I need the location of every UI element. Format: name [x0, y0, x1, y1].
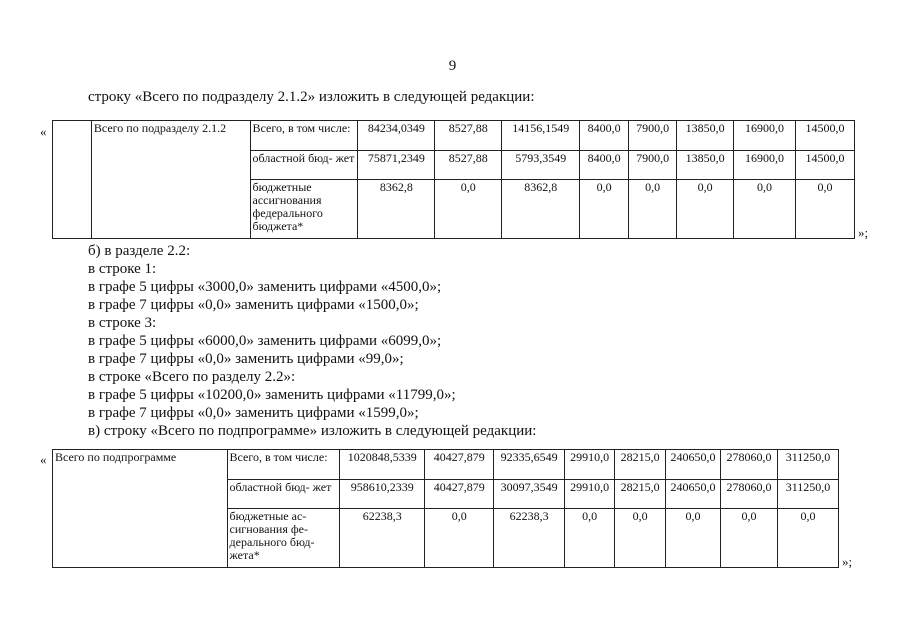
- value-cell: 240650,0: [666, 450, 721, 480]
- close-quote-2: »;: [842, 554, 853, 569]
- value-cell: 16900,0: [734, 151, 796, 180]
- row-label: Всего по подразделу 2.1.2: [91, 121, 250, 239]
- intro-text: строку «Всего по подразделу 2.1.2» изложить в следующей редакции:: [88, 89, 535, 105]
- text-line: в строке 1:: [88, 261, 157, 277]
- row-name: бюджетные ас- сигнования фе- дерального бюд- жета*: [227, 509, 340, 568]
- page-number: 9: [448, 58, 457, 74]
- value-cell: 8362,8: [358, 180, 435, 239]
- value-cell: 14500,0: [795, 121, 854, 151]
- value-cell: 8527,88: [435, 151, 502, 180]
- close-quote-1: »;: [858, 225, 869, 240]
- table-subsection-2-1-2: [52, 120, 855, 239]
- text-line: в строке 3:: [88, 315, 157, 331]
- value-cell: 14156,1549: [502, 121, 580, 151]
- value-cell: 84234,0349: [358, 121, 435, 151]
- value-cell: 0,0: [629, 180, 677, 239]
- text-line: в графе 7 цифры «0,0» заменить цифрами «1599,0»;: [88, 405, 419, 421]
- value-cell: 0,0: [721, 509, 778, 568]
- value-cell: 29910,0: [565, 450, 615, 480]
- value-cell: 0,0: [734, 180, 796, 239]
- value-cell: 40427,879: [425, 480, 494, 509]
- value-cell: 8400,0: [580, 121, 629, 151]
- value-cell: 0,0: [666, 509, 721, 568]
- table-subprogram: [52, 449, 839, 568]
- value-cell: 16900,0: [734, 121, 796, 151]
- value-cell: 30097,3549: [494, 480, 565, 509]
- open-quote-1: «: [40, 124, 47, 139]
- text-line: в графе 5 цифры «3000,0» заменить цифрами «4500,0»;: [88, 279, 442, 295]
- row-name: областной бюд- жет: [227, 480, 340, 509]
- text-line: в) строку «Всего по подпрограмме» изложить в следующей редакции:: [88, 423, 537, 439]
- row-name: Всего, в том числе:: [250, 121, 358, 151]
- value-cell: 311250,0: [777, 450, 838, 480]
- text-line: б) в разделе 2.2:: [88, 243, 191, 259]
- value-cell: 8400,0: [580, 151, 629, 180]
- value-cell: 92335,6549: [494, 450, 565, 480]
- value-cell: 278060,0: [721, 450, 778, 480]
- text-line: в графе 7 цифры «0,0» заменить цифрами «1500,0»;: [88, 297, 419, 313]
- value-cell: 40427,879: [425, 450, 494, 480]
- value-cell: 29910,0: [565, 480, 615, 509]
- value-cell: 5793,3549: [502, 151, 580, 180]
- text-line: в графе 5 цифры «6000,0» заменить цифрами «6099,0»;: [88, 333, 442, 349]
- value-cell: 0,0: [795, 180, 854, 239]
- text-line: в строке «Всего по разделу 2.2»:: [88, 369, 296, 385]
- value-cell: 62238,3: [340, 509, 425, 568]
- value-cell: 75871,2349: [358, 151, 435, 180]
- row-name: Всего, в том числе:: [227, 450, 340, 480]
- value-cell: 0,0: [615, 509, 666, 568]
- value-cell: 311250,0: [777, 480, 838, 509]
- text-line: в графе 5 цифры «10200,0» заменить цифрами «11799,0»;: [88, 387, 456, 403]
- value-cell: 7900,0: [629, 151, 677, 180]
- value-cell: 7900,0: [629, 121, 677, 151]
- value-cell: 240650,0: [666, 480, 721, 509]
- row-name: областной бюд- жет: [250, 151, 358, 180]
- row-label: Всего по подпрограмме: [53, 450, 228, 568]
- value-cell: 8362,8: [502, 180, 580, 239]
- value-cell: 13850,0: [677, 121, 734, 151]
- value-cell: 8527,88: [435, 121, 502, 151]
- value-cell: 278060,0: [721, 480, 778, 509]
- value-cell: 0,0: [435, 180, 502, 239]
- value-cell: 0,0: [580, 180, 629, 239]
- value-cell: 1020848,5339: [340, 450, 425, 480]
- row-name: бюджетные ассигнования федерального бюджета*: [250, 180, 358, 239]
- value-cell: 0,0: [425, 509, 494, 568]
- value-cell: 0,0: [565, 509, 615, 568]
- open-quote-2: «: [40, 452, 47, 467]
- value-cell: 13850,0: [677, 151, 734, 180]
- value-cell: 62238,3: [494, 509, 565, 568]
- text-line: в графе 7 цифры «0,0» заменить цифрами «99,0»;: [88, 351, 404, 367]
- value-cell: 0,0: [777, 509, 838, 568]
- value-cell: 14500,0: [795, 151, 854, 180]
- value-cell: 0,0: [677, 180, 734, 239]
- value-cell: 28215,0: [615, 450, 666, 480]
- value-cell: 958610,2339: [340, 480, 425, 509]
- value-cell: 28215,0: [615, 480, 666, 509]
- empty-cell: [53, 121, 92, 239]
